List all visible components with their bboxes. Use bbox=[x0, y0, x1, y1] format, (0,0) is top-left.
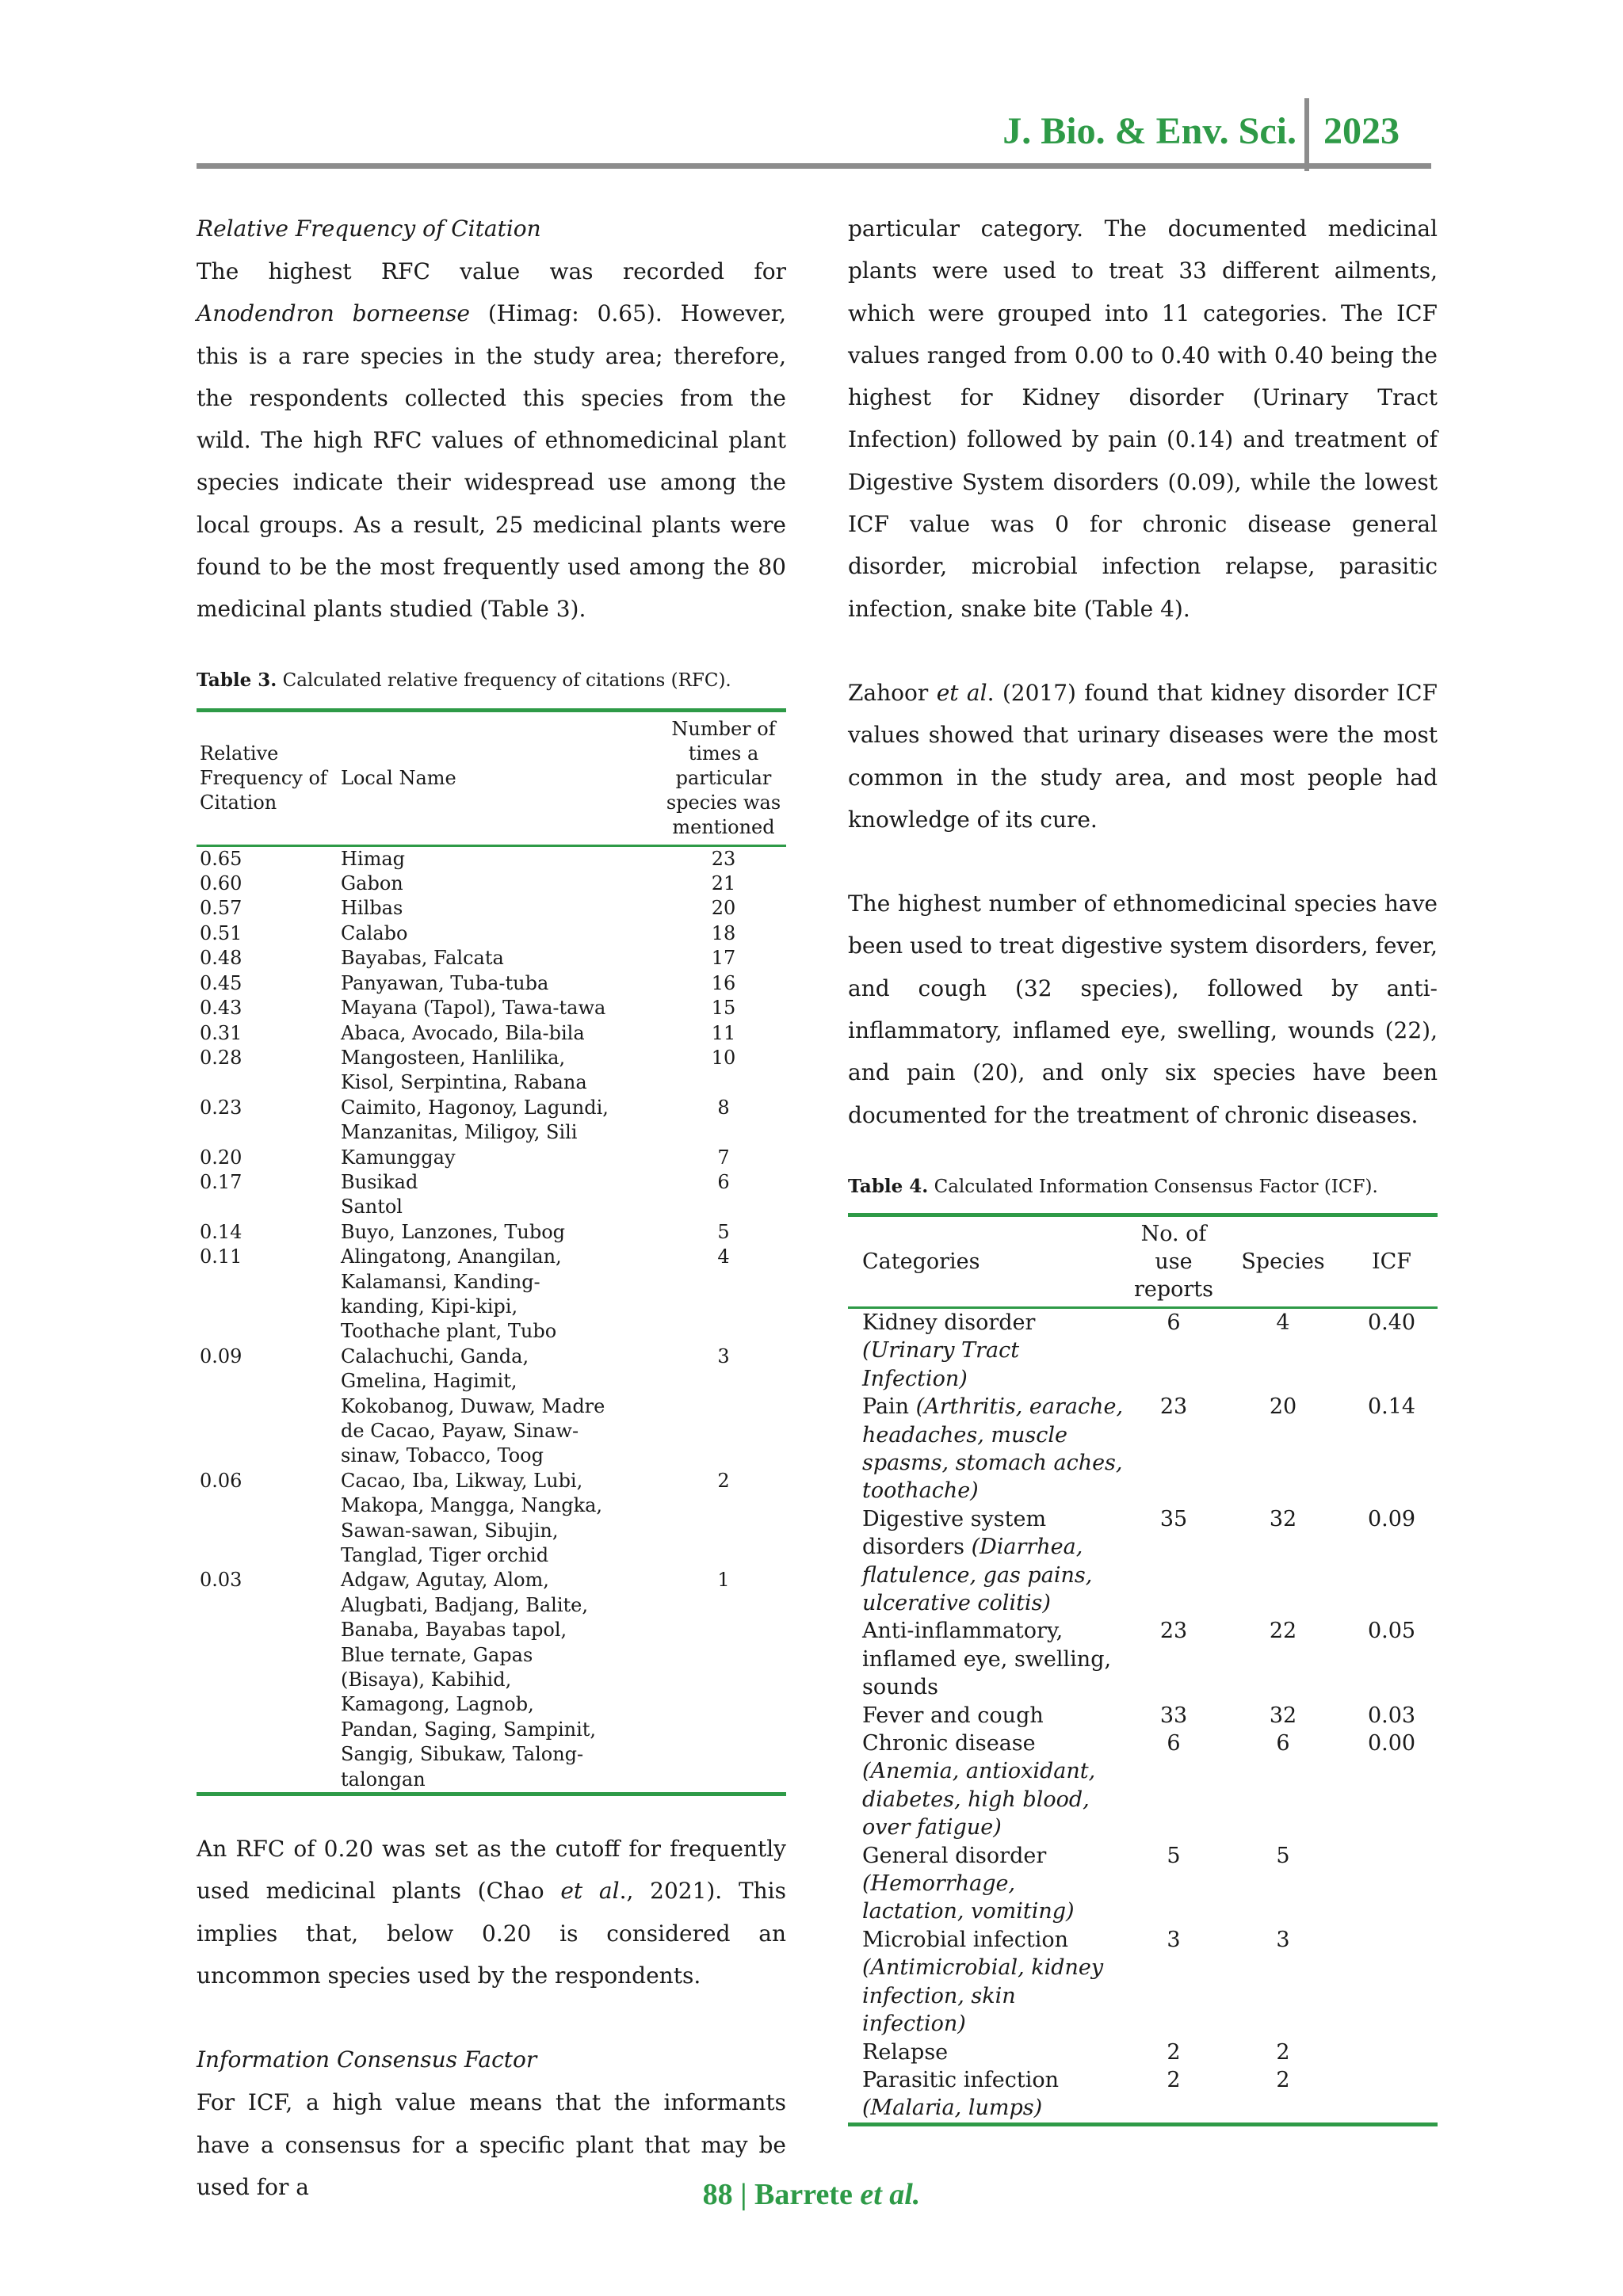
rfc-cell: 0.60 bbox=[200, 872, 242, 895]
rfc-paragraph bbox=[197, 250, 786, 631]
text-run: The highest RFC value was recorded for bbox=[197, 258, 786, 284]
use-reports-cell: 33 bbox=[1159, 1703, 1188, 1728]
table3-header-local-name: Local Name bbox=[341, 766, 456, 789]
icf-cell bbox=[1346, 1842, 1438, 1926]
count-cell: 7 bbox=[717, 1146, 730, 1169]
table3-row bbox=[197, 1469, 786, 1569]
count-cell: 16 bbox=[711, 971, 736, 994]
icf-cell bbox=[1346, 2039, 1438, 2066]
count-cell: 17 bbox=[711, 947, 736, 970]
table3-row bbox=[197, 921, 786, 946]
text-run: An RFC of 0.20 was set as the cutoff for frequently used medicinal plants (Chao bbox=[197, 1836, 786, 1905]
table4-row bbox=[848, 1505, 1438, 1618]
species-cell: 32 bbox=[1269, 1703, 1297, 1728]
local-name-cell: Mayana (Tapol), Tawa-tawa bbox=[341, 997, 606, 1020]
page-number: 88 bbox=[702, 2178, 733, 2211]
table4-row bbox=[848, 1926, 1438, 2039]
category-detail: (Diarrhea, flatulence, gas pains, ulcerative colitis) bbox=[862, 1535, 1093, 1615]
local-name-cell: Mangosteen, Hanlilika, Kisol, Serpintina, Rabana bbox=[341, 1046, 587, 1094]
icf-cell: 0.14 bbox=[1367, 1394, 1416, 1420]
species-cell: 6 bbox=[1276, 1731, 1290, 1756]
table3-row bbox=[197, 1021, 786, 1046]
rfc-cell: 0.51 bbox=[200, 921, 242, 944]
rfc-cell: 0.11 bbox=[200, 1245, 242, 1268]
use-reports-cell: 2 bbox=[1167, 2039, 1181, 2065]
rfc-cell: 0.03 bbox=[200, 1569, 242, 1592]
local-name-cell: Adgaw, Agutay, Alom, Alugbati, Badjang, Balite, Banaba, Bayabas tapol, Blue ternate, Gapas (Bisaya), Kabihid, Kamagong, Lagnob, Pandan, Saging, Sampinit, Sangig, Sibukaw, Talong-talongan bbox=[341, 1569, 597, 1791]
category-name: Microbial infection bbox=[862, 1927, 1069, 1952]
table3-row bbox=[197, 996, 786, 1020]
species-cell: 20 bbox=[1269, 1394, 1297, 1420]
rfc-cell: 0.14 bbox=[200, 1220, 242, 1243]
local-name-cell: Busikad Santol bbox=[341, 1170, 418, 1219]
table3-row bbox=[197, 1344, 786, 1469]
icf-cell: 0.00 bbox=[1367, 1731, 1416, 1756]
table3-row bbox=[197, 1245, 786, 1344]
journal-title: J. Bio. & Env. Sci. bbox=[1002, 110, 1296, 152]
table3 bbox=[197, 708, 786, 1796]
table3-row bbox=[197, 1046, 786, 1096]
text-run: Zahoor bbox=[848, 679, 937, 706]
icf-cell: 0.09 bbox=[1367, 1506, 1416, 1531]
text-run: particular category. The documented medicinal plants were used to treat 33 different ailments, which were grouped into 11 categories. The ICF values ranged from 0.00 to 0.40 with 0.40 being the highest for Kidney disorder (Urinary Tract Infection) followed by pain (0.14) and treatment of Digestive System disorders (0.09), while the lowest ICF value was 0 for chronic disease general disorder, microbial infection relapse, parasitic infection, snake bite (Table 4). bbox=[848, 215, 1438, 622]
italic-run: et al bbox=[936, 679, 987, 706]
local-name-cell: Panyawan, Tuba-tuba bbox=[341, 971, 549, 994]
local-name-cell: Hilbas bbox=[341, 897, 403, 920]
rfc-cell: 0.17 bbox=[200, 1170, 242, 1193]
rfc-cell: 0.57 bbox=[200, 897, 242, 920]
rfc-cell: 0.23 bbox=[200, 1096, 242, 1119]
species-cell: 4 bbox=[1276, 1310, 1290, 1335]
italic-run: et al bbox=[560, 1878, 620, 1905]
species-cell: 32 bbox=[1269, 1506, 1297, 1531]
category-cell bbox=[848, 1702, 1127, 1730]
count-cell: 4 bbox=[717, 1245, 730, 1268]
rfc-cell: 0.09 bbox=[200, 1344, 242, 1367]
table3-row bbox=[197, 845, 786, 871]
table3-row bbox=[197, 971, 786, 996]
local-name-cell: Calachuchi, Ganda, Gmelina, Hagimit, Kokobanog, Duwaw, Madre de Cacao, Payaw, Sinaw-sinaw, Tobacco, Toog bbox=[341, 1344, 605, 1467]
footer-author: Barrete bbox=[754, 2178, 861, 2211]
category-cell bbox=[848, 1730, 1127, 1842]
table3-caption-text: Calculated relative frequency of citations (RFC). bbox=[277, 669, 731, 691]
local-name-cell: Gabon bbox=[341, 872, 403, 895]
header-divider bbox=[1304, 98, 1309, 171]
rfc-cell: 0.28 bbox=[200, 1046, 242, 1069]
category-cell bbox=[848, 1505, 1127, 1618]
table3-caption bbox=[197, 669, 786, 691]
species-cell: 3 bbox=[1276, 1927, 1290, 1952]
icf-cell: 0.03 bbox=[1367, 1703, 1416, 1728]
count-cell: 23 bbox=[711, 847, 736, 870]
category-cell bbox=[848, 2039, 1127, 2066]
rfc-cell: 0.43 bbox=[200, 997, 242, 1020]
icf-cell bbox=[1346, 2066, 1438, 2124]
table3-row bbox=[197, 946, 786, 971]
species-cell: 5 bbox=[1276, 1843, 1290, 1868]
table4-row bbox=[848, 1730, 1438, 1842]
right-column bbox=[848, 208, 1438, 2126]
category-cell bbox=[848, 2066, 1127, 2124]
table4-row bbox=[848, 1702, 1438, 1730]
page-footer bbox=[0, 2177, 1623, 2212]
italic-run: Anodendron borneense bbox=[197, 300, 470, 327]
use-reports-cell: 2 bbox=[1167, 2067, 1181, 2092]
category-cell bbox=[848, 1842, 1127, 1926]
footer-etal: et al. bbox=[860, 2178, 921, 2211]
local-name-cell: Himag bbox=[341, 847, 406, 870]
icf-cell bbox=[1346, 1926, 1438, 2039]
category-detail: (Hemorrhage, lactation, vomiting) bbox=[862, 1871, 1075, 1924]
rfc-cell: 0.20 bbox=[200, 1146, 242, 1169]
local-name-cell: Abaca, Avocado, Bila-bila bbox=[341, 1021, 585, 1044]
species-cell: 2 bbox=[1276, 2039, 1290, 2065]
icf-heading: Information Consensus Factor bbox=[197, 2046, 537, 2073]
table3-row bbox=[197, 871, 786, 896]
left-column bbox=[197, 208, 786, 2208]
use-reports-cell: 6 bbox=[1167, 1731, 1181, 1756]
table4-row bbox=[848, 2066, 1438, 2124]
count-cell: 3 bbox=[717, 1344, 730, 1367]
table4-caption-text: Calculated Information Consensus Factor (ICF). bbox=[928, 1176, 1378, 1197]
cutoff-paragraph bbox=[197, 1828, 786, 1997]
table4-caption-label: Table 4. bbox=[848, 1175, 929, 1197]
category-detail: (Anemia, antioxidant, diabetes, high blood, over fatigue) bbox=[862, 1759, 1096, 1840]
category-name: Parasitic infection bbox=[862, 2067, 1059, 2092]
rfc-cell: 0.65 bbox=[200, 847, 242, 870]
rfc-cell: 0.31 bbox=[200, 1021, 242, 1044]
category-name: Digestive system disorders bbox=[862, 1506, 1047, 1560]
use-reports-cell: 6 bbox=[1167, 1310, 1181, 1335]
count-cell: 15 bbox=[711, 997, 736, 1020]
table3-row bbox=[197, 1096, 786, 1146]
table4-caption bbox=[848, 1176, 1438, 1197]
count-cell: 5 bbox=[717, 1220, 730, 1243]
count-cell: 8 bbox=[717, 1096, 730, 1119]
category-cell bbox=[848, 1393, 1127, 1505]
count-cell: 10 bbox=[711, 1046, 736, 1069]
category-name: Relapse bbox=[862, 2039, 949, 2065]
category-name: General disorder bbox=[862, 1843, 1047, 1868]
table3-row bbox=[197, 1568, 786, 1794]
text-run: For ICF, a high value means that the informants have a consensus for a specific plant that may be used for a bbox=[197, 2089, 786, 2200]
text-run: The highest number of ethnomedicinal species have been used to treat digestive system disorders, fever, and cough (32 species), followed by anti-inflammatory, inflamed eye, swelling, wounds (22), and pain (20), and only six species have been documented for the treatment of chronic diseases. bbox=[848, 891, 1438, 1128]
category-detail: (Antimicrobial, kidney infection, skin infection) bbox=[862, 1955, 1104, 2037]
table4-row bbox=[848, 1393, 1438, 1505]
rfc-cell: 0.48 bbox=[200, 947, 242, 970]
local-name-cell: Kamunggay bbox=[341, 1146, 456, 1169]
header-rule bbox=[197, 163, 1431, 169]
use-reports-cell: 5 bbox=[1167, 1843, 1181, 1868]
table4-row bbox=[848, 1307, 1438, 1393]
use-reports-cell: 35 bbox=[1159, 1506, 1188, 1531]
count-cell: 1 bbox=[717, 1569, 730, 1592]
table4-row bbox=[848, 2039, 1438, 2066]
category-cell bbox=[848, 1307, 1127, 1393]
text-run: ., 2021). This implies that, below 0.20 is considered an uncommon species used by the respondents. bbox=[197, 1878, 786, 1989]
count-cell: 21 bbox=[711, 872, 736, 895]
count-cell: 2 bbox=[717, 1469, 730, 1492]
category-name: Anti-inflammatory, inflamed eye, swelling, sounds bbox=[862, 1619, 1112, 1700]
icf-continued-paragraph bbox=[848, 208, 1438, 630]
local-name-cell: Bayabas, Falcata bbox=[341, 947, 504, 970]
local-name-cell: Alingatong, Anangilan, Kalamansi, Kanding-kanding, Kipi-kipi, Toothache plant, Tubo bbox=[341, 1245, 562, 1343]
local-name-cell: Cacao, Iba, Likway, Lubi, Makopa, Mangga, Nangka, Sawan-sawan, Sibujin, Tanglad, Tiger orchid bbox=[341, 1469, 603, 1567]
category-name: Pain bbox=[862, 1394, 910, 1420]
table3-row bbox=[197, 1146, 786, 1170]
category-cell bbox=[848, 1617, 1127, 1701]
table3-header-rfc: Relative Frequency of Citation bbox=[200, 742, 327, 814]
table4 bbox=[848, 1213, 1438, 2126]
table4-header-icf: ICF bbox=[1371, 1249, 1412, 1274]
category-name: Fever and cough bbox=[862, 1703, 1044, 1728]
category-cell bbox=[848, 1926, 1127, 2039]
count-cell: 20 bbox=[711, 897, 736, 920]
digestive-paragraph bbox=[848, 883, 1438, 1136]
species-cell: 22 bbox=[1269, 1619, 1297, 1644]
table4-header-species: Species bbox=[1241, 1249, 1325, 1274]
table3-row bbox=[197, 1220, 786, 1245]
count-cell: 6 bbox=[717, 1170, 730, 1193]
footer-separator: | bbox=[732, 2178, 755, 2211]
local-name-cell: Buyo, Lanzones, Tubog bbox=[341, 1220, 566, 1243]
icf-cell: 0.40 bbox=[1367, 1310, 1416, 1335]
journal-year: 2023 bbox=[1323, 110, 1400, 152]
count-cell: 18 bbox=[711, 921, 736, 944]
category-detail: (Arthritis, earache, headaches, muscle spasms, stomach aches, toothache) bbox=[862, 1394, 1124, 1504]
table3-caption-label: Table 3. bbox=[197, 669, 277, 691]
species-cell: 2 bbox=[1276, 2067, 1290, 2092]
zahoor-paragraph bbox=[848, 672, 1438, 841]
table4-header-use-reports: No. of use reports bbox=[1133, 1221, 1214, 1302]
table3-row bbox=[197, 896, 786, 921]
count-cell: 11 bbox=[711, 1021, 736, 1044]
category-detail: (Malaria, lumps) bbox=[862, 2096, 1043, 2121]
rfc-cell: 0.45 bbox=[200, 971, 242, 994]
table4-header-categories: Categories bbox=[862, 1249, 980, 1274]
table3-row bbox=[197, 1170, 786, 1220]
text-run: . (2017) found that kidney disorder ICF values showed that urinary diseases were the most common in the study area, and most people had knowledge of its cure. bbox=[848, 679, 1438, 833]
category-name: Chronic disease bbox=[862, 1731, 1036, 1756]
use-reports-cell: 23 bbox=[1159, 1619, 1188, 1644]
table4-row bbox=[848, 1617, 1438, 1701]
category-name: Kidney disorder bbox=[862, 1310, 1036, 1335]
icf-cell: 0.05 bbox=[1367, 1619, 1416, 1644]
local-name-cell: Calabo bbox=[341, 921, 408, 944]
use-reports-cell: 23 bbox=[1159, 1394, 1188, 1420]
table3-header-count: Number of times a particular species was mentioned bbox=[666, 717, 781, 838]
rfc-cell: 0.06 bbox=[200, 1469, 242, 1492]
rfc-heading: Relative Frequency of Citation bbox=[197, 215, 541, 242]
text-run: (Himag: 0.65). However, this is a rare species in the study area; therefore, the respondents collected this species from the wild. The high RFC values of ethnomedicinal plant species indicate their widespread use among the local groups. As a result, 25 medicinal plants were found to be the most frequently used among the 80 medicinal plants studied (Table 3). bbox=[197, 300, 786, 623]
local-name-cell: Caimito, Hagonoy, Lagundi, Manzanitas, Miligoy, Sili bbox=[341, 1096, 609, 1144]
category-detail: (Urinary Tract Infection) bbox=[862, 1338, 1020, 1391]
table4-row bbox=[848, 1842, 1438, 1926]
use-reports-cell: 3 bbox=[1167, 1927, 1181, 1952]
